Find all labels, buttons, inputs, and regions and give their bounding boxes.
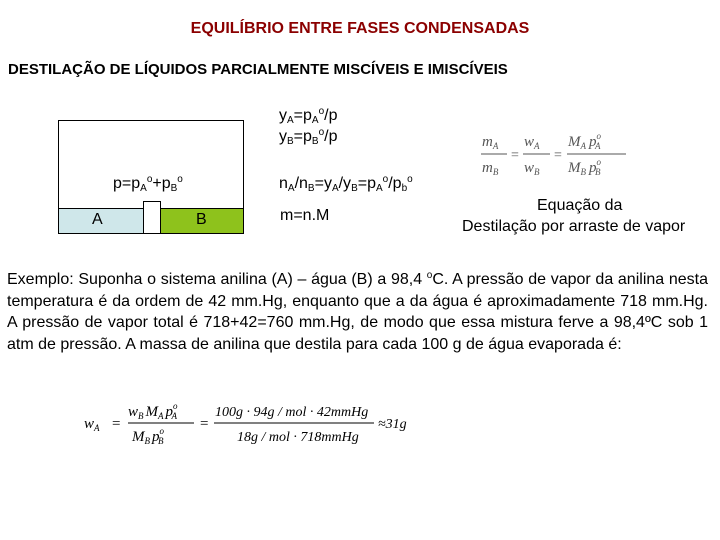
yb-equation: $y_B=p_B^o/p$ [279,127,338,147]
ex-den: $M_B$ $p^o$ B [132,426,164,446]
mass-equation: m=n.M [280,207,330,224]
ex-result: ≈31g [378,417,407,432]
eq-wA: $w_A$ [524,134,540,151]
separator-tube [143,201,161,234]
ex-wA: $w_A$ [84,416,100,433]
total-pressure-equation: $p=p_A^o+p_B^o$ [113,174,183,194]
example-paragraph: Exemplo: Suponha o sistema anilina (A) – água (B) a 98,4 $^o$C. A pressão de vapor da anilina nesta temperatura é da ordem de 42 mm.Hg, enquanto que a da água é aproximadamente 718 mm.Hg. A pressão de vapor total é 718+42=760 mm.Hg, de modo que essa mistura ferve a 98,4ºC sob 1 atm de pressão. A massa de anilina que destila para cada 100 g de água evaporada é: [7,270,708,353]
mole-ratio-equation: $n_A/n_B=y_A/y_B=p_A^o/p_b^o$ [279,174,413,194]
ya-equation: $y_A=p_A^o/p$ [279,106,338,126]
svg-text:=: = [511,148,519,163]
caption-line1: Equação da [537,197,623,214]
ex-den-right: 18g / mol · 718mmHg [237,430,359,445]
eq-MBpB: $M_B$ $p^o$ B [568,157,601,177]
svg-text:=: = [200,416,209,432]
section-subtitle: DESTILAÇÃO DE LÍQUIDOS PARCIALMENTE MISCÍVEIS E IMISCÍVEIS [8,61,508,78]
ex-num-right: 100g · 94g / mol · 42mmHg [215,405,369,420]
ex-num: $w_B$ $M_A$ $p^o$ A [128,401,178,421]
eq-mB: $m_B$ [482,160,499,177]
svg-text:=: = [554,148,562,163]
distillation-equation [480,126,630,180]
eq-wB: $w_B$ [524,160,540,177]
caption-line2: Destilação por arraste de vapor [462,218,686,235]
example-equation [82,396,412,450]
eq-MApA: $M_A$ $p^o$ A [568,131,601,151]
eq-mA: $m_A$ [482,134,499,151]
liquid-a-label: A [92,211,103,228]
svg-text:=: = [112,416,121,432]
liquid-b-label: B [196,211,207,228]
page-title: EQUILÍBRIO ENTRE FASES CONDENSADAS [190,20,530,37]
